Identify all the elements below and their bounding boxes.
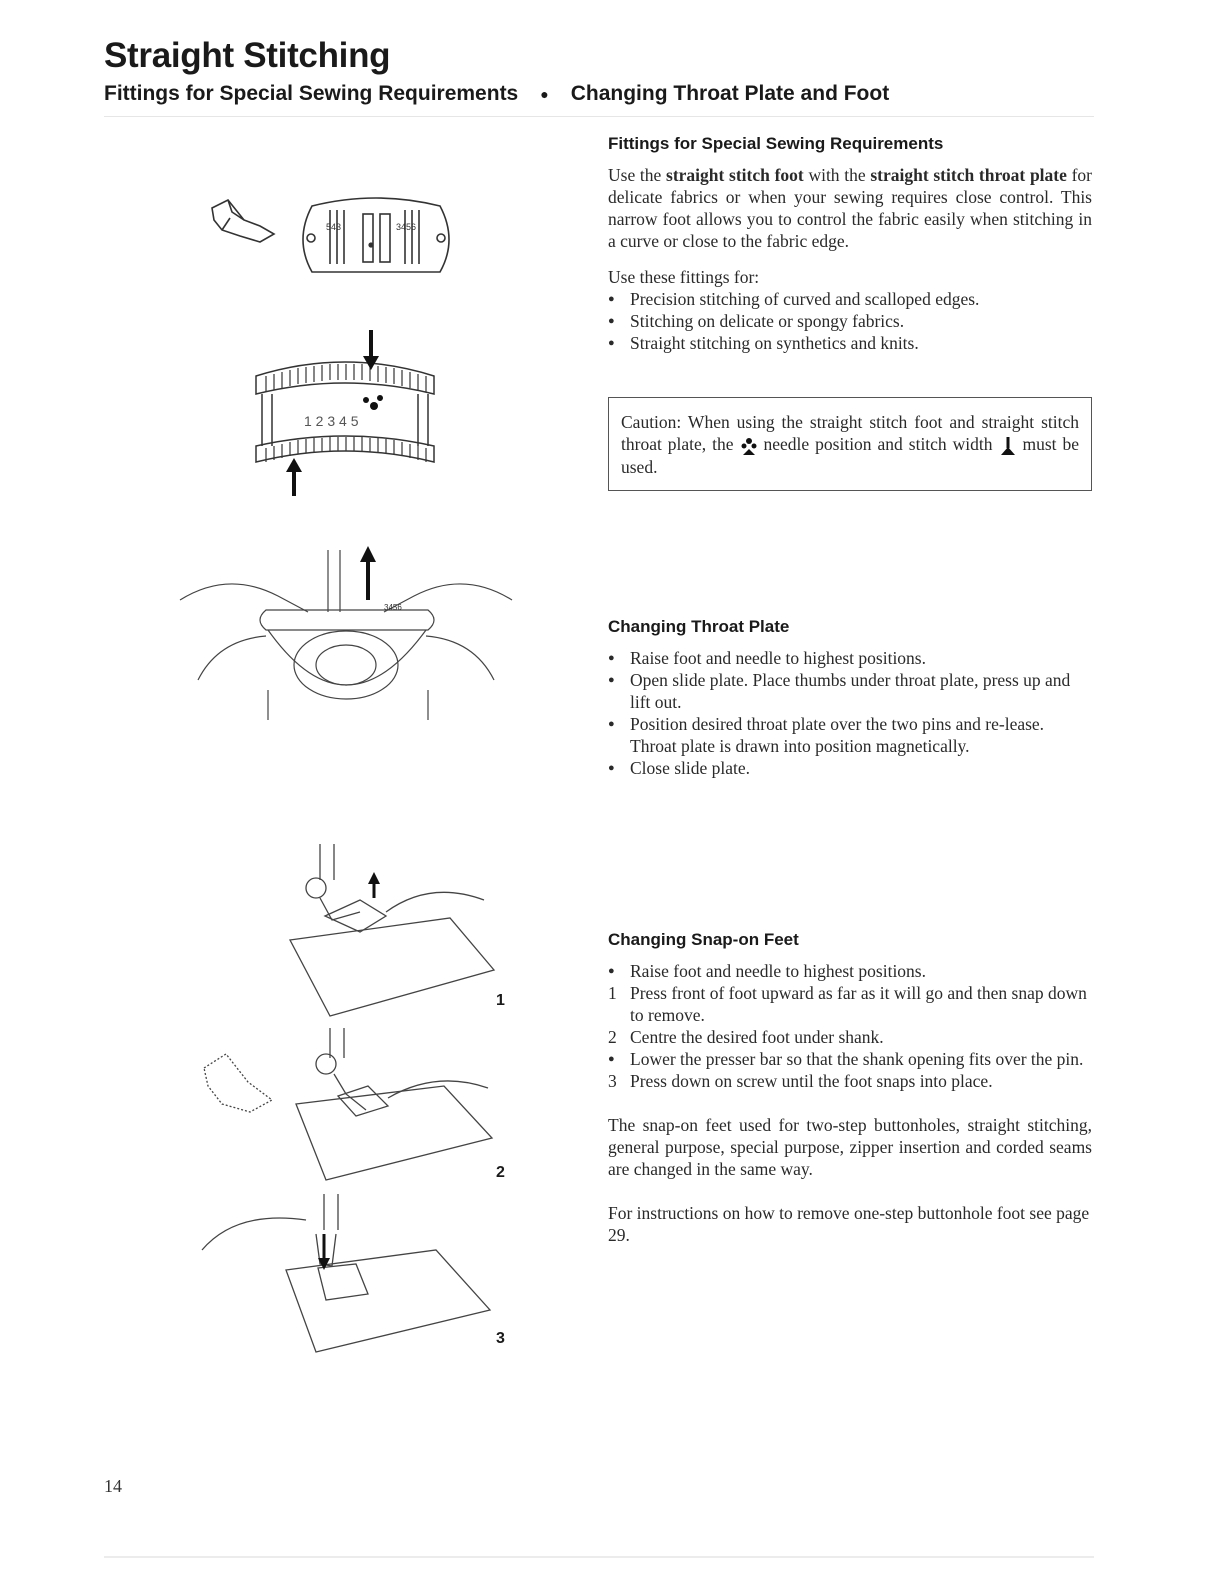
page-title: Straight Stitching	[104, 36, 391, 75]
bullet-icon: ●	[608, 293, 615, 305]
throat-plate-section	[608, 617, 1092, 779]
fittings-text-3: for delicate fabrics or when your sewing requires close control. This narrow foot allows you to control the fabric easily when stitching in a curve or close to the fabric edge.	[608, 165, 1092, 251]
bottom-rule	[104, 1556, 1094, 1558]
list-item	[608, 960, 1092, 982]
bullet-icon: ●	[608, 1053, 615, 1065]
fittings-section	[608, 134, 1092, 354]
list-item	[608, 1070, 1092, 1092]
fittings-bold-2: straight stitch throat plate	[870, 165, 1067, 185]
bullet-icon: ●	[608, 652, 615, 664]
list-item	[608, 310, 1092, 332]
snap-foot-figure-2	[196, 1024, 500, 1194]
list-item	[608, 1026, 1092, 1048]
foot-and-plate-figure	[200, 190, 470, 280]
list-item-text: Close slide plate.	[630, 758, 751, 778]
throat-plate-steps	[608, 647, 1092, 779]
snap-feet-section	[608, 930, 1092, 1246]
list-item-text: Press down on screw until the foot snaps into place.	[630, 1071, 993, 1091]
list-item	[608, 669, 1092, 713]
page-subtitle	[104, 82, 889, 106]
uses-intro: Use these fittings for:	[608, 267, 760, 287]
caution-box	[608, 397, 1092, 491]
fittings-text-2: with the	[803, 165, 871, 185]
needle-position-icon	[740, 436, 758, 456]
subtitle-right: Changing Throat Plate and Foot	[570, 82, 890, 105]
list-item-text: Lower the presser bar so that the shank opening fits over the pin.	[630, 1049, 1084, 1069]
header-rule	[104, 116, 1094, 117]
bullet-icon: ●	[608, 965, 615, 977]
arrow-up-icon	[360, 546, 376, 600]
page-reference-paragraph: For instructions on how to remove one-step buttonhole foot see page 29.	[608, 1203, 1090, 1245]
fig-label-3: 3	[496, 1330, 505, 1347]
caution-text-2: needle position and stitch width	[763, 434, 993, 454]
list-item-text: Raise foot and needle to highest positions.	[630, 961, 926, 981]
arrow-up-icon	[368, 872, 380, 898]
page-number: 14	[104, 1476, 122, 1496]
throat-plate-change-figure	[178, 540, 514, 720]
stitch-width-dial-figure	[250, 328, 440, 498]
subtitle-left: Fittings for Special Sewing Requirements	[104, 82, 519, 105]
fittings-text-1: Use the	[608, 165, 667, 185]
list-item	[608, 1048, 1092, 1070]
caution-text-1: Caution: When using the straight stitch foot and straight stitch throat plate, the	[621, 412, 1079, 454]
list-item	[608, 288, 1092, 310]
bullet-icon: ●	[608, 337, 615, 349]
plate-numbers-left: 543	[326, 222, 342, 232]
fittings-heading: Fittings for Special Sewing Requirements	[608, 134, 944, 153]
list-item	[608, 713, 1092, 757]
fittings-bold-1: straight stitch foot	[666, 165, 804, 185]
step-number: 3	[608, 1071, 617, 1091]
snap-foot-figure-3	[196, 1190, 500, 1360]
bullet-icon: ●	[608, 674, 615, 686]
list-item-text: Precision stitching of curved and scalloped edges.	[630, 289, 980, 309]
bullet-icon: ●	[608, 762, 615, 774]
list-item-text: Raise foot and needle to highest positions.	[630, 648, 926, 668]
list-item-text: Press front of foot upward as far as it will go and then snap down to remove.	[630, 983, 1087, 1025]
list-item-text: Position desired throat plate over the two pins and re-lease. Throat plate is drawn into position magnetically.	[630, 714, 1045, 756]
bullet-icon: ●	[608, 315, 615, 327]
snap-feet-steps	[608, 960, 1092, 1092]
list-item	[608, 647, 1092, 669]
plate-numbers-right: 3456	[396, 222, 417, 232]
snap-feet-paragraph: The snap-on feet used for two-step buttonholes, straight stitching, general purpose, special purpose, zipper insertion and corded seams are changed in the same way.	[608, 1115, 1092, 1179]
list-item	[608, 332, 1092, 354]
caution-text-3: must be used.	[621, 434, 1080, 477]
straight-stitch-foot-icon	[212, 200, 274, 242]
needle-position-icon	[363, 395, 383, 410]
list-item-text: Centre the desired foot under shank.	[630, 1027, 884, 1047]
fittings-paragraph	[608, 164, 1092, 252]
dial-numbers: 1 2 3 4 5	[304, 413, 359, 429]
bullet-icon: ●	[608, 718, 615, 730]
subtitle-separator: ●	[540, 86, 549, 103]
list-item	[608, 757, 1092, 779]
arrow-up-icon	[286, 458, 302, 496]
fig-label-1: 1	[496, 992, 505, 1009]
throat-plate-icon	[303, 198, 449, 272]
step-number: 1	[608, 983, 617, 1003]
list-item-text: Stitching on delicate or spongy fabrics.	[630, 311, 905, 331]
throat-plate-heading: Changing Throat Plate	[608, 617, 790, 636]
plate-small-numbers: 3456	[384, 603, 402, 612]
snap-feet-heading: Changing Snap-on Feet	[608, 930, 799, 949]
step-number: 2	[608, 1027, 617, 1047]
fig-label-2: 2	[496, 1164, 505, 1181]
stitch-width-icon	[999, 436, 1017, 456]
snap-foot-figure-1	[210, 840, 500, 1030]
uses-list	[608, 288, 1092, 354]
list-item	[608, 982, 1092, 1026]
list-item-text: Straight stitching on synthetics and knits.	[630, 333, 919, 353]
list-item-text: Open slide plate. Place thumbs under throat plate, press up and lift out.	[630, 670, 1071, 712]
